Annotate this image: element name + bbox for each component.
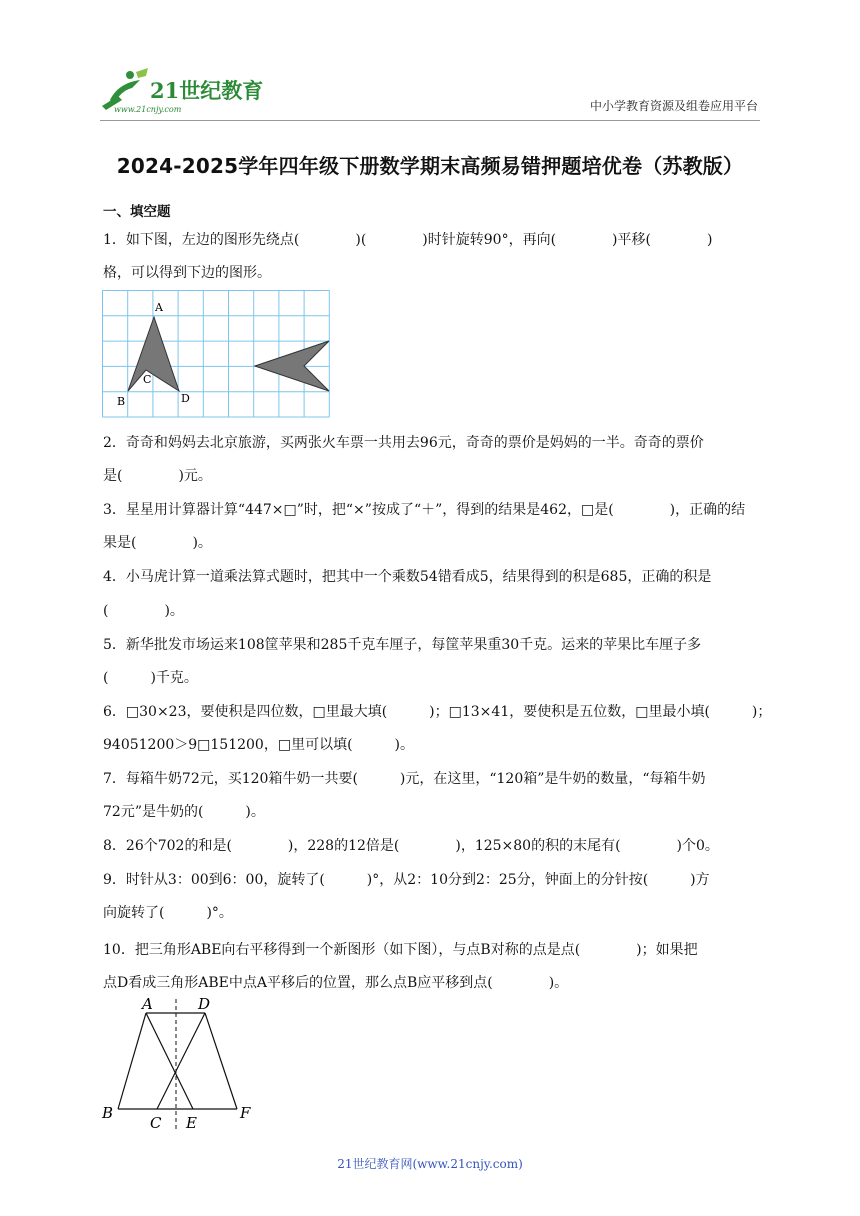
question-3-line-1: 3．星星用计算器计算“447×□”时，把“×”按成了“＋”，得到的结果是462，□是( )，正确的结 <box>103 502 746 518</box>
point-e-label: E <box>186 1114 197 1132</box>
point-a-label: A <box>142 995 153 1013</box>
point-b-label: B <box>117 395 126 408</box>
question-2-line-1: 2．奇奇和妈妈去北京旅游，买两张火车票一共用去96元，奇奇的票价是妈妈的一半。奇奇的票价 <box>103 435 704 451</box>
question-5-line-2: ( )千克。 <box>103 670 198 686</box>
triangle-lines <box>118 1013 237 1109</box>
page-title: 2024-2025学年四年级下册数学期末高频易错押题培优卷（苏教版） <box>116 154 744 178</box>
question-1-line-1: 1．如下图，左边的图形先绕点( )( )时针旋转90°，再向( )平移( ) <box>103 232 713 248</box>
original-shape <box>128 317 179 391</box>
point-b-label: B <box>102 1104 114 1122</box>
point-f-label: F <box>240 1104 251 1122</box>
point-c-label: C <box>143 373 152 386</box>
header-divider <box>100 120 760 121</box>
question-2-line-2: 是( )元。 <box>103 468 212 484</box>
site-logo <box>96 66 266 116</box>
question-6-line-2: 94051200＞9□151200，□里可以填( )。 <box>103 737 414 753</box>
question-4-line-1: 4．小马虎计算一道乘法算式题时，把其中一个乘数54错看成5，结果得到的积是685，正确的积是 <box>103 569 712 585</box>
point-a-label: A <box>155 301 163 314</box>
question-10-line-2: 点D看成三角形ABE中点A平移后的位置，那么点B应平移到点( )。 <box>103 975 569 991</box>
question-10-line-1: 10．把三角形ABE向右平移得到一个新图形（如下图），与点B对称的点是点( )；如果把 <box>103 942 698 958</box>
question-7-line-2: 72元”是牛奶的( )。 <box>103 804 265 820</box>
question-8-line-1: 8．26个702的和是( )，228的12倍是( )，125×80的积的末尾有( )个0。 <box>103 838 719 854</box>
logo-text: 21世纪教育 <box>150 78 264 103</box>
point-d-label: D <box>198 995 211 1013</box>
triangle-translation-figure <box>98 995 268 1135</box>
logo-url: www.21cnjy.com <box>114 105 182 114</box>
point-c-label: C <box>150 1114 162 1132</box>
question-4-line-2: ( )。 <box>103 603 184 619</box>
point-d-label: D <box>181 392 190 405</box>
runner-logo-icon <box>96 66 266 116</box>
question-5-line-1: 5．新华批发市场运来108筐苹果和285千克车厘子，每筐苹果重30千克。运来的苹果比车厘子多 <box>103 637 702 653</box>
question-6-line-1: 6．□30×23，要使积是四位数，□里最大填( )；□13×41，要使积是五位数，□里最小填( )； <box>103 704 772 720</box>
section-heading: 一、填空题 <box>103 204 171 220</box>
footer-link[interactable]: 21世纪教育网(www.21cnjy.com) <box>337 1157 523 1171</box>
question-1-line-2: 格，可以得到下边的图形。 <box>103 265 271 281</box>
question-3-line-2: 果是( )。 <box>103 535 212 551</box>
question-9-line-2: 向旋转了( )°。 <box>103 905 233 921</box>
platform-label: 中小学教育资源及组卷应用平台 <box>589 99 758 113</box>
grid-figure <box>102 290 332 420</box>
question-9-line-1: 9．时针从3：00到6：00，旋转了( )°，从2：10分到2：25分，钟面上的分针按( )方 <box>103 872 710 888</box>
question-7-line-1: 7．每箱牛奶72元，买120箱牛奶一共要( )元，在这里，“120箱”是牛奶的数量，“每箱牛奶 <box>103 771 706 787</box>
